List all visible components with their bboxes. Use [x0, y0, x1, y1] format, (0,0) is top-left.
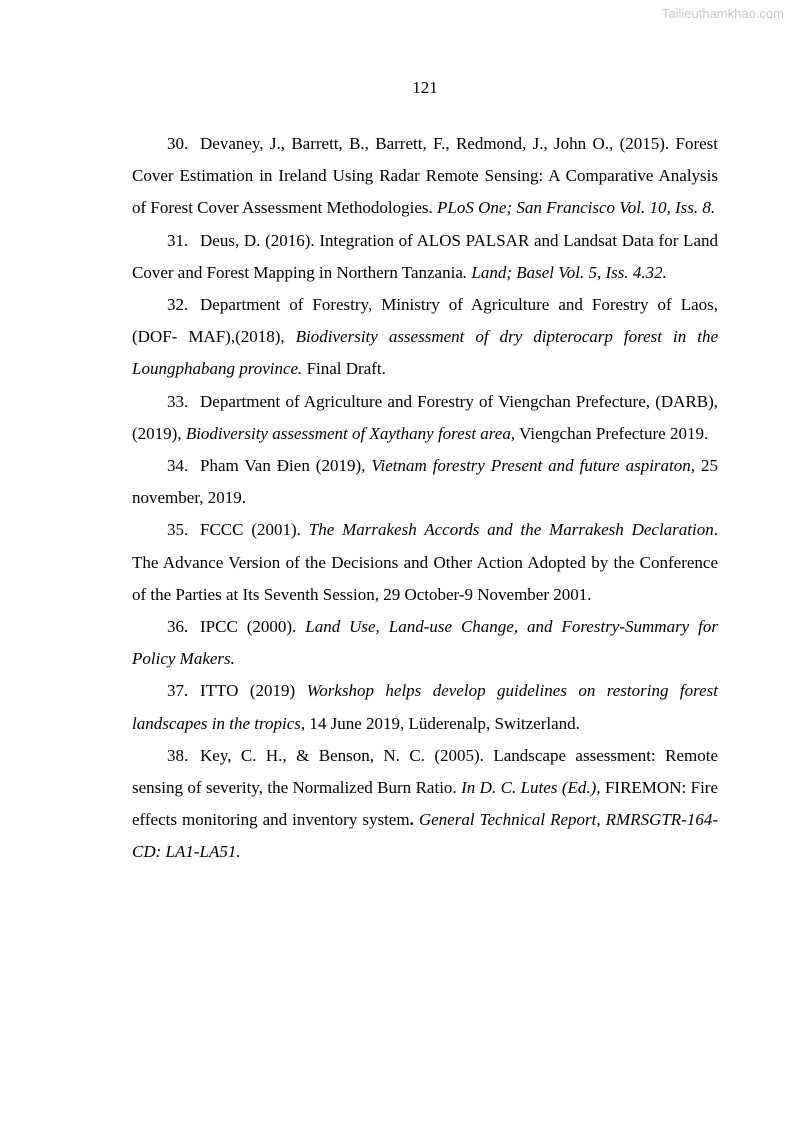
reference-number: 36. — [167, 617, 189, 637]
reference-number: 35. — [167, 520, 189, 540]
reference-text: IPCC (2000). — [200, 617, 306, 637]
reference-title-italic: The Marrakesh Accords and the Marrakesh Declaration — [308, 520, 714, 540]
reference-text: Devaney, J., Barrett, B., Barrett, F., Redmond, J., John O., (2015). Forest Cover Estimation in Ireland Using Radar Remote Sensing: A Comparative Analysis of Forest Cover Assessment Methodologies. — [132, 134, 718, 218]
reference-item — [132, 675, 718, 739]
reference-item — [132, 225, 718, 289]
reference-item — [132, 740, 718, 869]
reference-item — [132, 128, 718, 225]
reference-item — [132, 386, 718, 450]
reference-number: 37. — [167, 681, 189, 701]
reference-text: Viengchan Prefecture 2019. — [515, 423, 709, 443]
reference-title-italic: PLoS One; San Francisco Vol. 10, Iss. 8. — [437, 198, 716, 218]
reference-title-italic: General Technical Report, RMRSGTR-164-CD: LA1-LA51. — [132, 810, 719, 862]
reference-number: 38. — [167, 745, 189, 765]
reference-number: 34. — [167, 456, 189, 476]
page-number: 121 — [412, 78, 438, 97]
reference-item — [132, 514, 718, 611]
reference-item — [132, 450, 718, 514]
reference-text: FCCC (2001). — [200, 520, 309, 540]
reference-text: 25 november, 2019. — [132, 456, 718, 508]
reference-text: . — [409, 810, 414, 830]
reference-title-italic: Biodiversity assessment of dry dipterocarp forest in the Loungphabang province. — [132, 327, 718, 379]
reference-text: Pham Van Đien (2019), — [200, 456, 372, 476]
reference-text: , 14 June 2019, Lüderenalp, Switzerland. — [300, 713, 580, 733]
reference-text: ITTO (2019) — [200, 681, 307, 701]
reference-text: Department of Agriculture and Forestry of Viengchan Prefecture, (DARB), (2019), — [132, 391, 718, 443]
reference-title-italic: Vietnam forestry Present and future aspiraton, — [371, 456, 696, 476]
reference-text: . The Advance Version of the Decisions and Other Action Adopted by the Conference of the Parties at Its Seventh Session, 29 October-9 November 2001. — [132, 520, 718, 604]
reference-text: Key, C. H., & Benson, N. C. (2005). Landscape assessment: Remote sensing of severity, the Normalized Burn Ratio. — [132, 745, 718, 798]
reference-number: 31. — [167, 230, 189, 250]
reference-item — [132, 289, 718, 386]
reference-number: 30. — [167, 134, 189, 153]
reference-title-italic: Workshop helps develop guidelines on restoring forest landscapes in the tropics — [132, 681, 718, 733]
reference-text: FIREMON: Fire effects monitoring and inventory system — [132, 778, 718, 830]
reference-item — [132, 611, 718, 675]
reference-text: Deus, D. (2016). Integration of ALOS PALSAR and Landsat Data for Land Cover and Forest Mapping in Northern Tanzania — [132, 230, 718, 282]
reference-number: 32. — [167, 295, 189, 315]
reference-title-italic: . Land; Basel Vol. 5, Iss. 4.32. — [462, 262, 667, 282]
reference-title-italic: Land Use, Land-use Change, and Forestry-Summary for Policy Makers. — [132, 617, 718, 669]
reference-number: 33. — [167, 391, 189, 411]
reference-list — [132, 128, 718, 869]
reference-text: Department of Forestry, Ministry of Agriculture and Forestry of Laos, (DOF- MAF),(2018), — [132, 295, 718, 347]
reference-text: Final Draft. — [302, 359, 386, 379]
reference-title-italic: Biodiversity assessment of Xaythany forest area, — [185, 423, 516, 443]
watermark: Tailieuthamkhao.com — [661, 6, 784, 21]
reference-title-italic: In D. C. Lutes (Ed.), — [461, 778, 601, 798]
